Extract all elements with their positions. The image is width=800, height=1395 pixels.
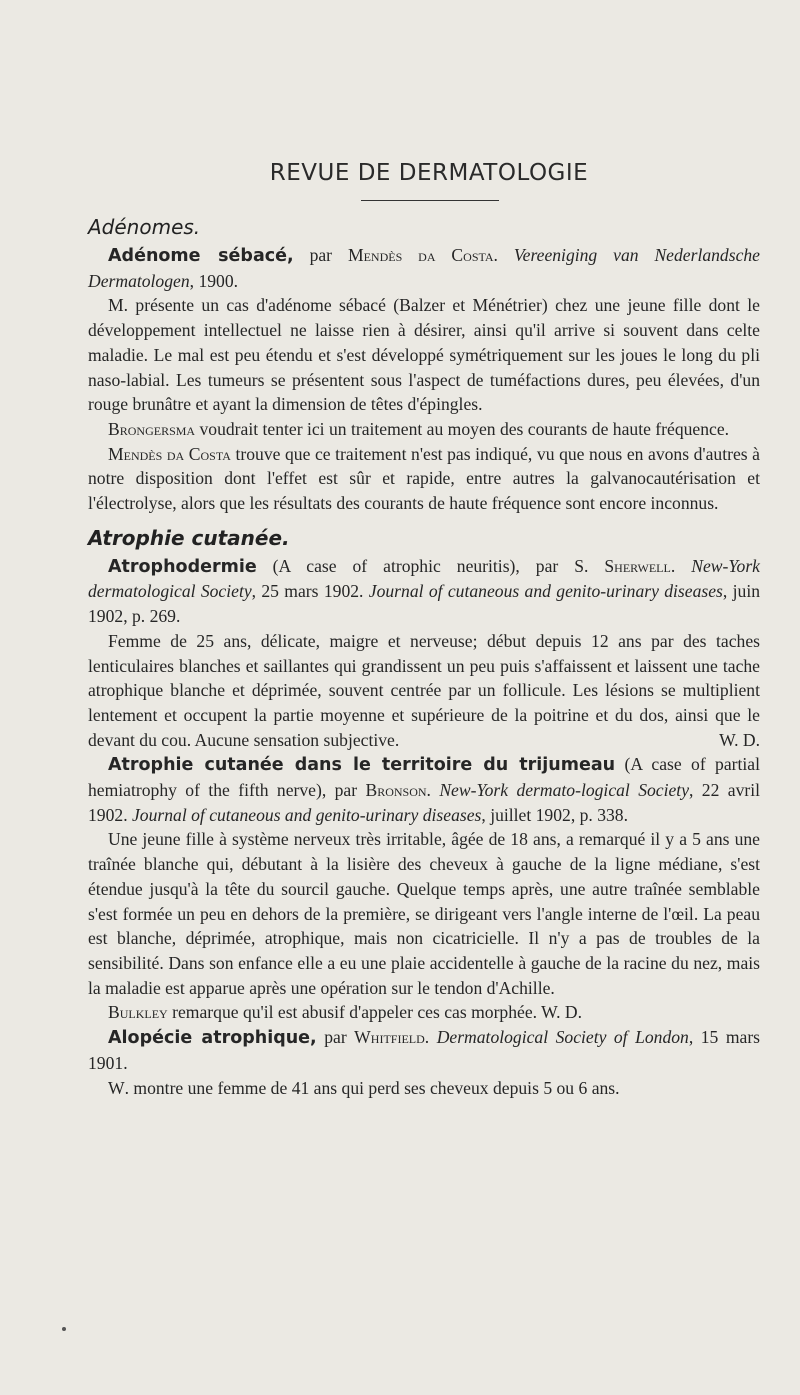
author-name: Bronson [365,780,427,801]
entry-paragraph: M. présente un cas d'adénome sébacé (Balzer et Ménétrier) chez une jeune fille dont le développement intellectuel ne laisse rien à désirer, ainsi qu'il arrive si souvent dans celte maladie. Le mal est peu étendu et s'est développé symétriquement sur les joues le long du pli naso-labial. Les tumeurs se présentent sous l'aspect de tuméfactions dures, peu élevées, d'un rouge brunâtre et ayant la dimension de têtes d'épingles. [88,295,760,415]
entry-title: Adénome sébacé, [108,246,294,266]
journal-name: Dermatological Society of London [436,1027,689,1048]
entry-title: Atrophodermie [108,556,257,577]
author-name: Sherwell [604,555,671,576]
entry-paragraph: Bulkley remarque qu'il est abusif d'appeler ces cas morphée. W. D. [108,1002,583,1023]
entry-paragraph: Mendès da Costa trouve que ce traitement n'est pas indiqué, vu que nous en avons d'autres à notre disposition dont l'effet est sûr et rapide, entre autres la galvanocautérisation et l'électrolyse, alors que les résultats des courants de haute fréquence sont encore inconnus. [88,443,760,514]
running-title: REVUE DE DERMATOLOGIE [269,160,589,186]
author-name: Mendès da Costa [108,443,231,464]
section-heading-atrophie-cutanee: Atrophie cutanée. [88,525,290,550]
author-name: Brongersma [108,418,196,439]
stray-ink-dot [62,1327,66,1331]
title-rule [361,200,499,201]
entry-paragraph: Femme de 25 ans, délicate, maigre et nerveuse; début depuis 12 ans par des taches lenticulaires blanches et saillantes qui grandissent un peu puis s'affaissent et laissent une tache atrophique blanche et déprimée, souvent centrée par un follicule. Les lésions se multiplient lentement et occupent la partie moyenne et supérieure de la poitrine et du dos, ainsi que le devant du cou. Aucune sensation subjective. W. D. [88,629,760,753]
entry-paragraph: Brongersma voudrait tenter ici un traitement au moyen des courants de haute fréquence. [108,418,730,439]
entry-title: Alopécie atrophique, [108,1028,317,1049]
signature: W. D. [541,1002,583,1023]
author-name: W [108,1077,125,1098]
entry-paragraph: W. montre une femme de 41 ans qui perd ses cheveux depuis 5 ou 6 ans. [108,1077,620,1098]
journal-name: Journal of cutaneous and genito-urinary diseases [368,581,723,602]
entry-header-atrophodermie: Atrophodermie (A case of atrophic neuritis), par S. Sherwell. New-York dermatological Society, 25 mars 1902. Journal of cutaneous and genito-urinary diseases, juin 1902, p. 269. [88,555,760,627]
journal-name: New-York dermatological Society [88,555,760,602]
section-heading-adenomes: Adénomes. [88,215,201,239]
journal-name: Vereeniging van Nederlandsche Dermatologen [88,245,760,291]
author-name: Mendès da Costa [347,245,494,265]
entry-paragraph: Une jeune fille à système nerveux très irritable, âgée de 18 ans, a remarqué il y a 5 ans une traînée blanche qui, débutant à la lisière des cheveux à gauche de la ligne médiane, s'est étendue jusqu'à la tête du sourcil gauche. Quelque temps après, une autre traînée semblable s'est formée un peu en dehors de la première, se dirigeant vers l'angle interne de l'œil. La peau est blanche, déprimée, atrophique, mais non cicatricielle. Il n'y a pas de troubles de la sensibilité. Dans son enfance elle a eu une plaie accidentelle à gauche de la racine du nez, mais la maladie est apparue après une opération sur le tendon d'Achille. [88,829,760,998]
entry-title: Atrophie cutanée dans le territoire du trijumeau [108,755,616,776]
signature: W. D. [719,729,760,750]
entry-header-trijumeau: Atrophie cutanée dans le territoire du trijumeau (A case of partial hemiatrophy of the fifth nerve), par Bronson. New-York dermato-logical Society, 22 avril 1902. Journal of cutaneous and genito-urinary diseases, juillet 1902, p. 338. [88,754,760,825]
entry-header-adenome-sebace: Adénome sébacé, par Mendès da Costa. Vereeniging van Nederlandsche Dermatologen, 1900. [88,245,760,291]
journal-name: New-York dermato-logical Society [439,780,689,801]
entry-header-alopecie: Alopécie atrophique, par Whitfield. Dermatological Society of London, 15 mars 1901. [88,1027,761,1073]
journal-name: Journal of cutaneous and genito-urinary diseases [131,804,482,825]
author-name: Bulkley [108,1002,168,1023]
author-name: Whitfield [354,1027,425,1048]
page-content [88,160,760,1100]
